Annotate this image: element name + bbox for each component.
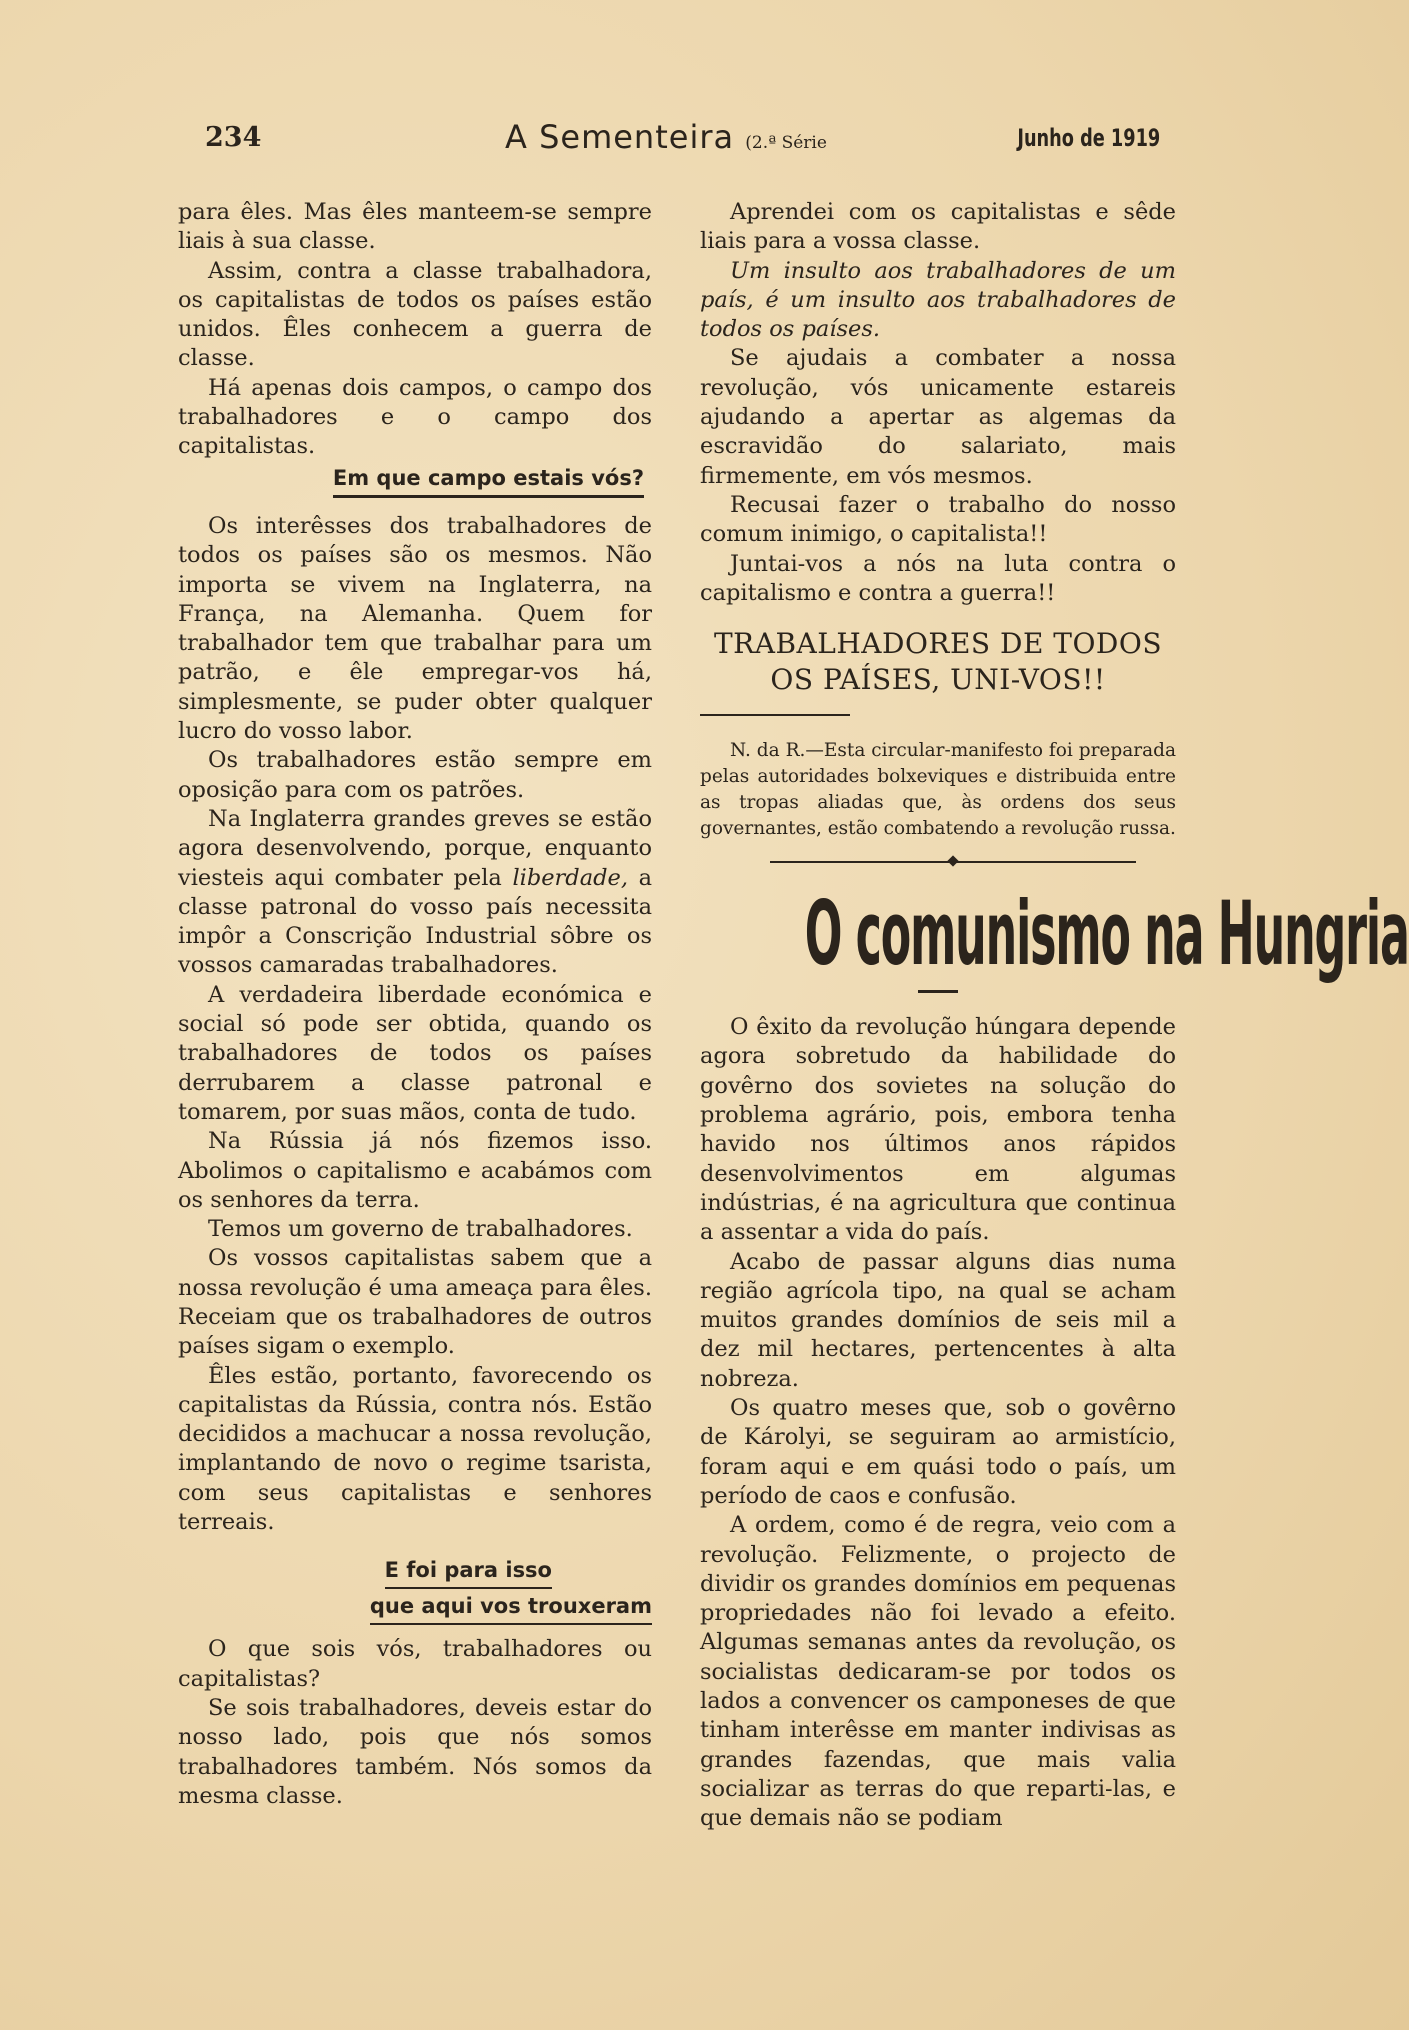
italic-paragraph: Um insulto aos trabalhadores de um país, é um insulto aos trabalhadores de todos os países. [700,257,1176,343]
paragraph: para êles. Mas êles manteem-se sempre liais à sua classe. [178,199,652,255]
editor-note: N. da R.—Esta circular-manifesto foi preparada pelas autoridades bolxeviques e distribuida entre as tropas aliadas que, às ordens dos seus governantes, estão combatendo a revolução russa. [700,740,1176,840]
page-number: 234 [205,122,262,153]
subheading: Em que campo estais vós? [333,464,644,498]
paragraph: Assim, contra a classe trabalhadora, os capitalistas de todos os países estão unidos. Êles conhecem a guerra de classe. [178,257,652,372]
paragraph: Na Rússia já nós fizemos isso. Abolimos o capitalismo e acabámos com os senhores da terra. [178,1128,652,1213]
paragraph: Há apenas dois campos, o campo dos trabalhadores e o campo dos capitalistas. [178,374,652,460]
paragraph [178,805,652,981]
paragraph: Os quatro meses que, sob o govêrno de Károlyi, se seguiram ao armistício, foram aqui e em quási todo o país, um período de caos e confusão. [700,1395,1176,1509]
paragraph: O que sois vós, trabalhadores ou capitalistas? [178,1636,652,1692]
diamond-ornament [947,855,958,866]
subheading-wrapper [178,464,652,498]
slogan: TRABALHADORES DE TODOS OS PAÍSES, UNI-VOS!! [713,627,1163,697]
paragraph: Se ajudais a combater a nossa revolução, vós unicamente estareis ajudando a apertar as algemas da escravidão do salariato, mais firmemente, em vós mesmos. [700,345,1176,489]
paragraph: Juntai-vos a nós na luta contra o capitalismo e contra a guerra!! [700,550,1176,606]
text-run: Na Inglaterra grandes greves se estão agora desenvolvendo, porque, enquanto viesteis aqui combater pela [178,805,652,891]
paragraph: Os interêsses dos trabalhadores de todos os países são os mesmos. Não importa se vivem na Inglaterra, na França, na Alemanha. Quem for trabalhador tem que trabalhar para um patrão, e êle empregar-vos há, simplesmente, se puder obter qualquer lucro do vosso labor. [178,512,652,745]
italic-text: liberdade, [512,864,628,891]
publication-title [505,118,827,156]
paragraph: Aprendei com os capitalistas e sêde liais para a vossa classe. [700,199,1176,255]
title-underline [918,990,958,993]
page-header [205,118,1160,158]
paragraph: Acabo de passar alguns dias numa região agrícola tipo, na qual se acham muitos grandes domínios de seis mil a dez mil hectares, pertencentes à alta nobreza. [700,1248,1176,1392]
paragraph: Recusai fazer o trabalho do nosso comum inimigo, o capitalista!! [700,491,1176,548]
paragraph: Se sois trabalhadores, deveis estar do nosso lado, pois que nós somos trabalhadores também. Nós somos da mesma classe. [178,1694,652,1809]
paragraph: Temos um governo de trabalhadores. [208,1216,633,1243]
left-column [178,198,652,1811]
subheading-two-line [178,1553,652,1625]
article-title: O comunismo na Hungria [804,882,1409,986]
series-label: (2.ª Série [745,133,827,153]
paragraph: Os trabalhadores estão sempre em oposição para com os patrões. [178,747,652,803]
paragraph: A verdadeira liberdade económica e social só pode ser obtida, quando os trabalhadores de todos os países derrubarem a classe patronal e tomarem, por suas mãos, conta de tudo. [178,981,652,1125]
paragraph: Êles estão, portanto, favorecendo os capitalistas da Rússia, contra nós. Estão decididos a machucar a nossa revolução, implantando de novo o regime tsarista, com seus capitalistas e senhores terreais. [178,1362,652,1536]
text-run: a classe patronal do vosso país necessita impôr a Conscrição Industrial sôbre os vossos camaradas trabalhadores. [178,864,652,979]
right-column [700,198,1409,1833]
subheading-line: E foi para isso [385,1553,552,1589]
paragraph: O êxito da revolução húngara depende agora sobretudo da habilidade do govêrno dos sovietes na solução do problema agrário, pois, embora tenha havido nos últimos anos rápidos desenvolvimentos em algumas indústrias, é na agricultura que continua a assentar a vida do país. [700,1014,1176,1246]
section-divider [770,852,1136,872]
subheading-line: que aqui vos trouxeram [370,1589,652,1625]
issue-date: Junho de 1919 [1017,124,1160,152]
paragraph: Os vossos capitalistas sabem que a nossa revolução é uma ameaça para êles. Receiam que os trabalhadores de outros países sigam o exemplo. [178,1245,652,1360]
paragraph: A ordem, como é de regra, veio com a revolução. Felizmente, o projecto de dividir os grandes domínios em pequenas propriedades não foi levado a efeito. Algumas semanas antes da revolução, os socialistas dedicaram-se por todos os lados a convencer os camponeses de que tinham interêsse em manter indivisas as grandes fazendas, que mais valia socializar as terras do que reparti-las, e que demais não se podiam [700,1512,1176,1832]
title-text: A Sementeira [505,118,735,156]
divider [700,714,850,716]
